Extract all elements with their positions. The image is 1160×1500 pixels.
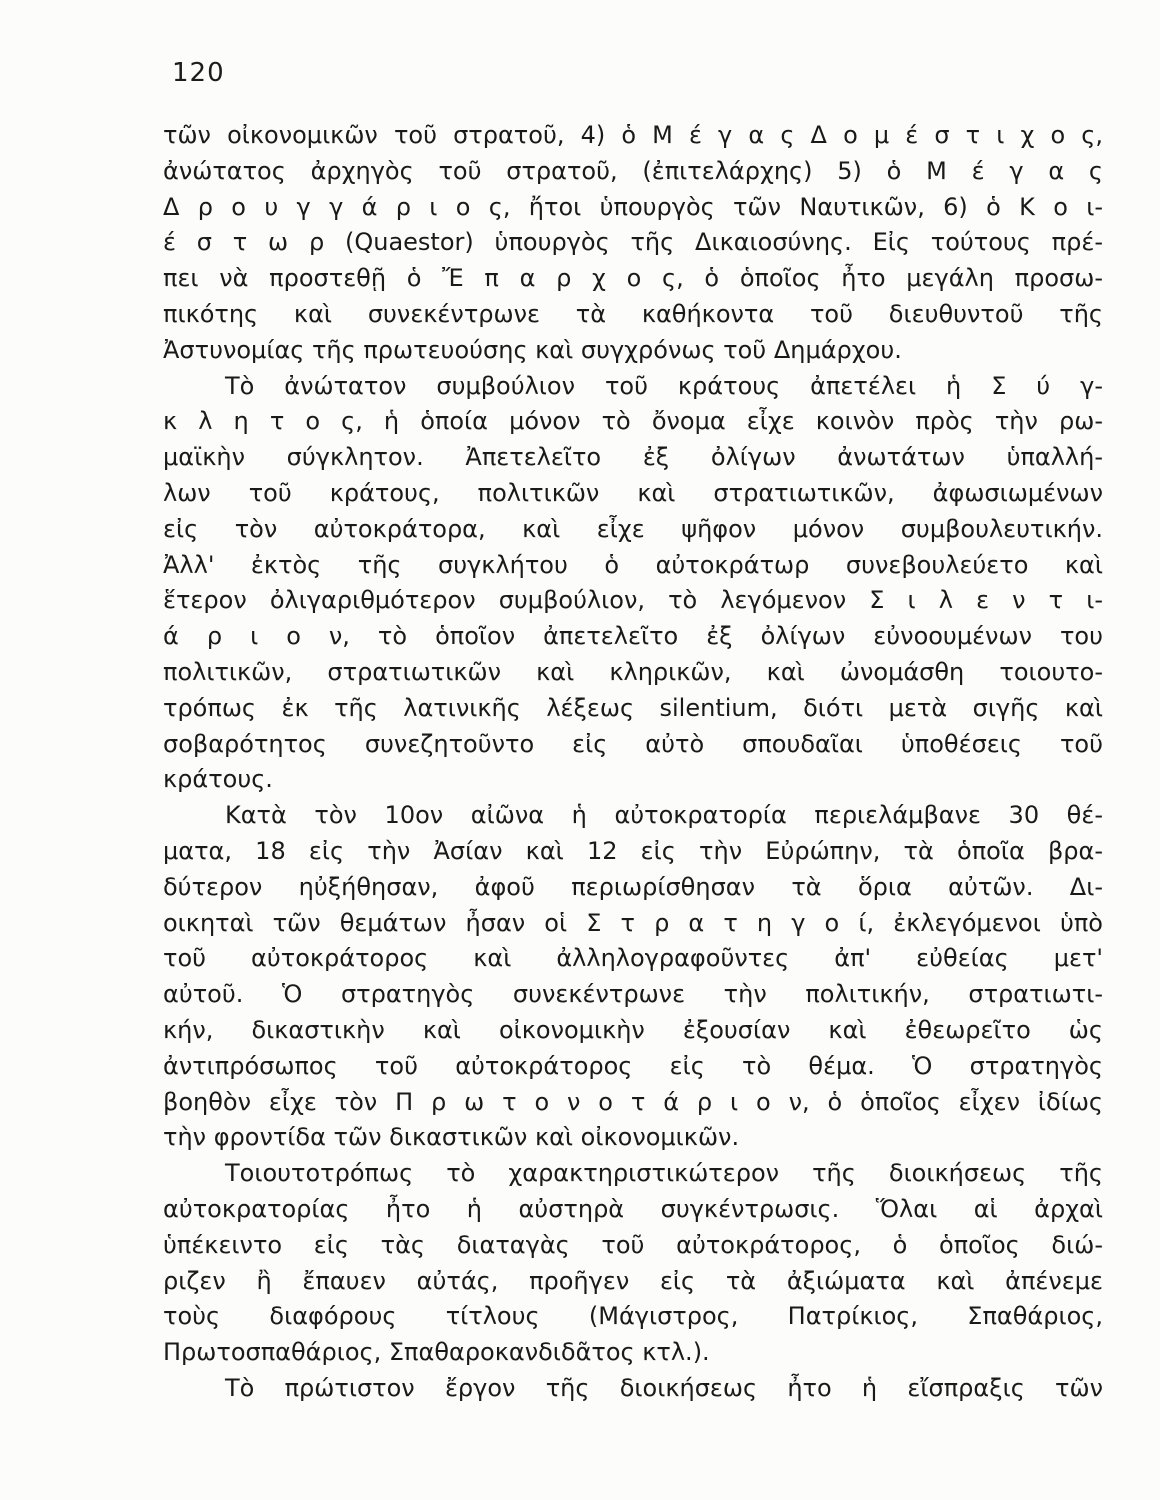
- text-line: ὑπέκειντο εἰς τὰς διαταγὰς τοῦ αὐτοκράτορος, ὁ ὁποῖος διώ-: [163, 1230, 1103, 1259]
- text-line: ἀνώτατος ἀρχηγὸς τοῦ στρατοῦ, (ἐπιτελάρχης) 5) ὁ Μ έ γ α ς: [163, 156, 1103, 185]
- text-line: ἕτερον ὀλιγαριθμότερον συμβούλιον, τὸ λεγόμενον Σ ι λ ε ν τ ι-: [163, 586, 1103, 615]
- text-line: Κατὰ τὸν 10ον αἰῶνα ἡ αὐτοκρατορία περιελάμβανε 30 θέ-: [225, 801, 1103, 830]
- text-line: δύτερον ηὐξήθησαν, ἀφοῦ περιωρίσθησαν τὰ ὅρια αὐτῶν. Δι-: [163, 872, 1103, 901]
- text-line: τῶν οἰκονομικῶν τοῦ στρατοῦ, 4) ὁ Μ έ γ α ς Δ ο μ έ σ τ ι χ ο ς,: [163, 121, 1103, 149]
- body-text: [163, 118, 1103, 1407]
- text-line: τοὺς διαφόρους τίτλους (Μάγιστρος, Πατρίκιος, Σπαθάριος,: [163, 1302, 1103, 1331]
- text-line: έ σ τ ω ρ (Quaestor) ὑπουργὸς τῆς Δικαιοσύνης. Εἰς τούτους πρέ-: [163, 228, 1103, 257]
- text-line: αὐτοκρατορίας ἦτο ἡ αὐστηρὰ συγκέντρωσις. Ὅλαι αἱ ἀρχαὶ: [163, 1194, 1103, 1223]
- text-line: Ἀστυνομίας τῆς πρωτευούσης καὶ συγχρόνως τοῦ Δημάρχου.: [163, 335, 902, 364]
- text-line: Τὸ ἀνώτατον συμβούλιον τοῦ κράτους ἀπετέλει ἡ Σ ύ γ-: [225, 371, 1103, 400]
- text-line: Ἀλλ' ἐκτὸς τῆς συγκλήτου ὁ αὐτοκράτωρ συνεβουλεύετο καὶ: [163, 550, 1103, 579]
- text-line: εἰς τὸν αὐτοκράτορα, καὶ εἶχε ψῆφον μόνον συμβουλευτικήν.: [163, 514, 1103, 543]
- text-line: μαϊκὴν σύγκλητον. Ἀπετελεῖτο ἐξ ὀλίγων ἀνωτάτων ὑπαλλή-: [163, 443, 1103, 472]
- text-line: κήν, δικαστικὴν καὶ οἰκονομικὴν ἐξουσίαν καὶ ἐθεωρεῖτο ὡς: [163, 1015, 1103, 1044]
- text-line: οικηταὶ τῶν θεμάτων ἦσαν οἱ Σ τ ρ α τ η γ ο ί, ἐκλεγόμενοι ὑπὸ: [163, 908, 1103, 937]
- text-line: λων τοῦ κράτους, πολιτικῶν καὶ στρατιωτικῶν, ἀφωσιωμένων: [163, 478, 1103, 507]
- page-number: 120: [172, 58, 225, 88]
- text-line: κ λ η τ ο ς, ἡ ὁποία μόνον τὸ ὄνομα εἶχε κοινὸν πρὸς τὴν ρω-: [163, 407, 1103, 436]
- text-line: τρόπως ἐκ τῆς λατινικῆς λέξεως silentium, διότι μετὰ σιγῆς καὶ: [163, 693, 1103, 722]
- text-line: Δ ρ ο υ γ γ ά ρ ι ο ς, ἤτοι ὑπουργὸς τῶν Ναυτικῶν, 6) ὁ Κ ο ι-: [163, 192, 1103, 221]
- text-line: ριζεν ἢ ἔπαυεν αὐτάς, προῆγεν εἰς τὰ ἀξιώματα καὶ ἀπένεμε: [163, 1266, 1103, 1295]
- text-line: ματα, 18 εἰς τὴν Ἀσίαν καὶ 12 εἰς τὴν Εὐρώπην, τὰ ὁποῖα βρα-: [163, 836, 1103, 865]
- text-line: Πρωτοσπαθάριος, Σπαθαροκανδιδᾶτος κτλ.).: [163, 1338, 710, 1367]
- text-line: Τοιουτοτρόπως τὸ χαρακτηριστικώτερον τῆς διοικήσεως τῆς: [225, 1159, 1103, 1188]
- text-line: πολιτικῶν, στρατιωτικῶν καὶ κληρικῶν, καὶ ὠνομάσθη τοιουτο-: [163, 657, 1103, 686]
- text-line: πει νὰ προστεθῇ ὁ Ἔ π α ρ χ ο ς, ὁ ὁποῖος ἦτο μεγάλη προσω-: [163, 264, 1103, 293]
- text-line: Τὸ πρώτιστον ἔργον τῆς διοικήσεως ἦτο ἡ εἴσπραξις τῶν: [225, 1373, 1103, 1402]
- text-line: τοῦ αὐτοκράτορος καὶ ἀλληλογραφοῦντες ἀπ' εὐθείας μετ': [163, 944, 1103, 973]
- text-line: κράτους.: [163, 765, 273, 794]
- text-line: πικότης καὶ συνεκέντρωνε τὰ καθήκοντα τοῦ διευθυντοῦ τῆς: [163, 299, 1103, 328]
- text-line: ά ρ ι ο ν, τὸ ὁποῖον ἀπετελεῖτο ἐξ ὀλίγων εὐνοουμένων του: [163, 622, 1103, 651]
- text-line: τὴν φροντίδα τῶν δικαστικῶν καὶ οἰκονομικῶν.: [163, 1123, 740, 1152]
- text-line: ἀντιπρόσωπος τοῦ αὐτοκράτορος εἰς τὸ θέμα. Ὁ στρατηγὸς: [163, 1051, 1103, 1080]
- text-line: βοηθὸν εἶχε τὸν Π ρ ω τ ο ν ο τ ά ρ ι ο ν, ὁ ὁποῖος εἶχεν ἰδίως: [163, 1087, 1103, 1116]
- text-line: αὐτοῦ. Ὁ στρατηγὸς συνεκέντρωνε τὴν πολιτικήν, στρατιωτι-: [163, 980, 1103, 1009]
- text-line: σοβαρότητος συνεζητοῦντο εἰς αὐτὸ σπουδαῖαι ὑποθέσεις τοῦ: [163, 729, 1103, 758]
